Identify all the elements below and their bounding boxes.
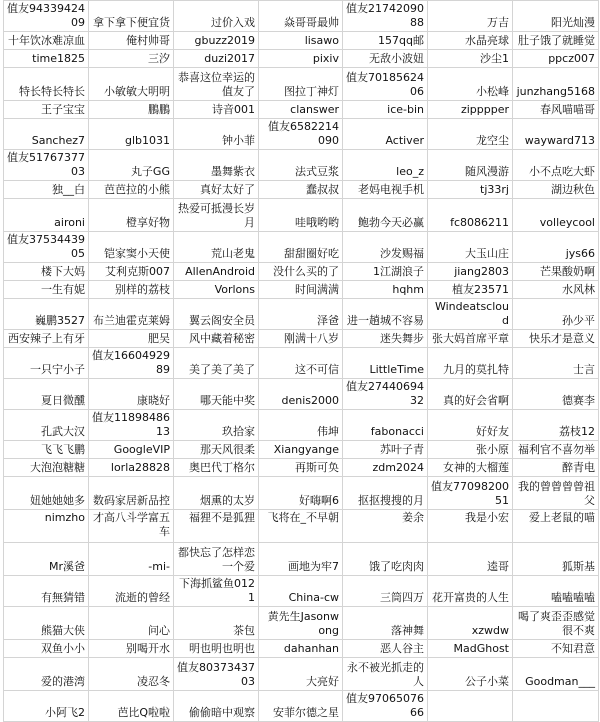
- table-cell: Windeatscloud: [428, 299, 513, 330]
- table-cell: 伟坤: [259, 410, 343, 441]
- table-cell: volleycool: [513, 199, 599, 232]
- table-cell: 刚满十八岁: [259, 330, 343, 348]
- table-cell: MadGhost: [428, 640, 513, 658]
- table-cell: 大亮好: [259, 658, 343, 691]
- table-cell: 孔武大汉: [4, 410, 89, 441]
- table-cell: 热爱可抵漫长岁月: [174, 199, 259, 232]
- table-cell: 九月的莫扎特: [428, 348, 513, 379]
- table-cell: Activer: [343, 119, 428, 150]
- table-cell: 沙发赐福: [343, 232, 428, 263]
- table-cell: 醉青电: [513, 459, 599, 477]
- table-cell: 值友9706507666: [343, 691, 428, 722]
- table-row: [4, 691, 599, 722]
- table-cell: 荒山老鬼: [174, 232, 259, 263]
- table-row: [4, 477, 599, 510]
- table-cell: 值友7018562406: [343, 68, 428, 101]
- table-row: [4, 281, 599, 299]
- table-cell: China-cw: [259, 576, 343, 607]
- table-cell: junzhang5168: [513, 68, 599, 101]
- table-row: [4, 68, 599, 101]
- table-cell: 茶包: [174, 607, 259, 640]
- table-cell: 水晶亮球: [428, 32, 513, 50]
- table-cell: 大泡泡糖糖: [4, 459, 89, 477]
- table-cell: 荔枝12: [513, 410, 599, 441]
- table-cell: 王子宝宝: [4, 101, 89, 119]
- table-row: [4, 150, 599, 181]
- table-cell: 爱的港湾: [4, 658, 89, 691]
- table-row: [4, 199, 599, 232]
- table-cell: 蠢叔叔: [259, 181, 343, 199]
- table-cell: glb1031: [89, 119, 174, 150]
- table-cell: [513, 691, 599, 722]
- table-cell: 恭喜这位幸运的值友了: [174, 68, 259, 101]
- table-cell: 双鱼小小: [4, 640, 89, 658]
- table-cell: ice-bin: [343, 101, 428, 119]
- table-cell: 三筒四万: [343, 576, 428, 607]
- table-cell: 随风漫游: [428, 150, 513, 181]
- table-cell: 小阿飞2: [4, 691, 89, 722]
- table-cell: 特长特长特长: [4, 68, 89, 101]
- table-row: [4, 510, 599, 543]
- table-cell: 无敌小波妞: [343, 50, 428, 68]
- table-cell: zdm2024: [343, 459, 428, 477]
- table-row: [4, 410, 599, 441]
- table-cell: 俺村帅哥: [89, 32, 174, 50]
- table-cell: leo_z: [343, 150, 428, 181]
- table-cell: 永不被光抓走的人: [343, 658, 428, 691]
- table-cell: 157qq邮: [343, 32, 428, 50]
- table-cell: -mi-: [89, 543, 174, 576]
- table-cell: 夏日微醺: [4, 379, 89, 410]
- table-cell: Vorlons: [174, 281, 259, 299]
- table-cell: 问心: [89, 607, 174, 640]
- table-cell: 好好友: [428, 410, 513, 441]
- table-cell: 鲍勃今天必赢: [343, 199, 428, 232]
- table-cell: 喝了爽歪歪感觉很不爽: [513, 607, 599, 640]
- table-cell: gbuzz2019: [174, 32, 259, 50]
- table-cell: 老妈电视手机: [343, 181, 428, 199]
- table-cell: 黄先生Jasonwong: [259, 607, 343, 640]
- table-cell: 值友9433942409: [4, 1, 89, 32]
- table-row: [4, 263, 599, 281]
- table-cell: 进一趟城不容易: [343, 299, 428, 330]
- table-cell: jiang2803: [428, 263, 513, 281]
- table-cell: GoogleVIP: [89, 441, 174, 459]
- table-cell: 龙空尘: [428, 119, 513, 150]
- table-cell: time1825: [4, 50, 89, 68]
- table-cell: 三汐: [89, 50, 174, 68]
- table-cell: 小松峰: [428, 68, 513, 101]
- table-cell: aironi: [4, 199, 89, 232]
- table-cell: 士言: [513, 348, 599, 379]
- table-cell: 数码家居新品控: [89, 477, 174, 510]
- table-cell: 墨舞紫衣: [174, 150, 259, 181]
- table-cell: LittleTime: [343, 348, 428, 379]
- table-cell: 一只宁小子: [4, 348, 89, 379]
- table-row: [4, 348, 599, 379]
- table-cell: 万吉: [428, 1, 513, 32]
- table-cell: Sanchez7: [4, 119, 89, 150]
- table-cell: 明也明也明也: [174, 640, 259, 658]
- table-cell: AllenAndroid: [174, 263, 259, 281]
- table-cell: 小不点吃大虾: [513, 150, 599, 181]
- table-cell: [428, 691, 513, 722]
- table-cell: 植友23571: [428, 281, 513, 299]
- table-row: [4, 299, 599, 330]
- table-cell: 我是小宏: [428, 510, 513, 543]
- table-cell: 玖拾家: [174, 410, 259, 441]
- table-cell: Mr溪爸: [4, 543, 89, 576]
- table-row: [4, 379, 599, 410]
- table-cell: 快乐才是意义: [513, 330, 599, 348]
- table-cell: 独__白: [4, 181, 89, 199]
- table-cell: dahanhan: [259, 640, 343, 658]
- table-row: [4, 459, 599, 477]
- table-cell: 苏叶子青: [343, 441, 428, 459]
- table-cell: 值友8037343703: [174, 658, 259, 691]
- table-cell: 画地为牢7: [259, 543, 343, 576]
- table-cell: 飞飞飞鹏: [4, 441, 89, 459]
- table-row: [4, 640, 599, 658]
- table-cell: 翼云阁安全员: [174, 299, 259, 330]
- table-cell: 奥巴代丁格尔: [174, 459, 259, 477]
- table-cell: 偷偷暗中观察: [174, 691, 259, 722]
- table-cell: 嗑嗑嗑嗑: [513, 576, 599, 607]
- table-cell: tj33rj: [428, 181, 513, 199]
- table-cell: 值友2174209088: [343, 1, 428, 32]
- table-cell: lorla28828: [89, 459, 174, 477]
- table-cell: 女神的大榴莲: [428, 459, 513, 477]
- table-cell: fabonacci: [343, 410, 428, 441]
- table-cell: 妞她她她多: [4, 477, 89, 510]
- table-cell: 湖边秋色: [513, 181, 599, 199]
- table-cell: xzwdw: [428, 607, 513, 640]
- table-cell: 德赛李: [513, 379, 599, 410]
- table-cell: 别喝开水: [89, 640, 174, 658]
- table-cell: 有無猜错: [4, 576, 89, 607]
- table-cell: 张大妈首席平章: [428, 330, 513, 348]
- table-cell: 布兰迪霍克莱姆: [89, 299, 174, 330]
- table-cell: 那天风很柔: [174, 441, 259, 459]
- table-cell: 风中藏着秘密: [174, 330, 259, 348]
- table-cell: 小敏敏大明明: [89, 68, 174, 101]
- table-cell: 橙享好物: [89, 199, 174, 232]
- table-cell: 这不可信: [259, 348, 343, 379]
- table-cell: clanswer: [259, 101, 343, 119]
- table-cell: 飞将在_不早朝: [259, 510, 343, 543]
- table-cell: 春风喵喵哥: [513, 101, 599, 119]
- table-cell: 值友2744069432: [343, 379, 428, 410]
- table-cell: 安菲尔德之星: [259, 691, 343, 722]
- table-cell: 康晓好: [89, 379, 174, 410]
- username-table-body: [4, 1, 599, 722]
- table-cell: duzi2017: [174, 50, 259, 68]
- table-cell: 芒果酸奶啊: [513, 263, 599, 281]
- table-cell: 流逝的曾经: [89, 576, 174, 607]
- table-cell: 焱哥哥最帅: [259, 1, 343, 32]
- table-cell: jys66: [513, 232, 599, 263]
- table-cell: hqhm: [343, 281, 428, 299]
- table-cell: 西安辣子上有牙: [4, 330, 89, 348]
- table-cell: 值友1660492989: [89, 348, 174, 379]
- table-row: [4, 181, 599, 199]
- table-row: [4, 119, 599, 150]
- table-cell: wayward713: [513, 119, 599, 150]
- table-cell: nimzho: [4, 510, 89, 543]
- table-cell: 才高八斗学富五车: [89, 510, 174, 543]
- table-cell: 十年饮冰难凉血: [4, 32, 89, 50]
- table-cell: 拿下拿下便宜货: [89, 1, 174, 32]
- table-cell: 没什么买的了: [259, 263, 343, 281]
- table-cell: 1江湖浪子: [343, 263, 428, 281]
- table-cell: 好嗨啊6: [259, 477, 343, 510]
- table-cell: 熊猫大侠: [4, 607, 89, 640]
- table-row: [4, 543, 599, 576]
- table-cell: 孙少平: [513, 299, 599, 330]
- table-cell: 值友6582214090: [259, 119, 343, 150]
- table-cell: ppcz007: [513, 50, 599, 68]
- table-cell: 芭芭拉的小熊: [89, 181, 174, 199]
- table-row: [4, 330, 599, 348]
- table-cell: 芭比Q啦啦: [89, 691, 174, 722]
- table-cell: 甜甜圈好吃: [259, 232, 343, 263]
- table-cell: 艾利克斯007: [89, 263, 174, 281]
- table-cell: 沙尘1: [428, 50, 513, 68]
- table-row: [4, 50, 599, 68]
- table-cell: 值友7709820051: [428, 477, 513, 510]
- table-cell: 诗音001: [174, 101, 259, 119]
- table-cell: 法式豆浆: [259, 150, 343, 181]
- table-cell: 哪天能中奖: [174, 379, 259, 410]
- table-cell: denis2000: [259, 379, 343, 410]
- table-cell: Xiangyange: [259, 441, 343, 459]
- table-cell: 水风林: [513, 281, 599, 299]
- table-cell: 阳光灿漫: [513, 1, 599, 32]
- table-row: [4, 101, 599, 119]
- table-row: [4, 232, 599, 263]
- table-row: [4, 607, 599, 640]
- table-cell: 福狸不是狐狸: [174, 510, 259, 543]
- table-cell: 哇哦哟哟: [259, 199, 343, 232]
- table-cell: 我的曾曾曾曾祖父: [513, 477, 599, 510]
- table-cell: 饿了吃肉肉: [343, 543, 428, 576]
- table-cell: 图拉丁神灯: [259, 68, 343, 101]
- table-cell: 楼下大妈: [4, 263, 89, 281]
- table-cell: 过价入戏: [174, 1, 259, 32]
- table-cell: 福利官不喜勿举: [513, 441, 599, 459]
- table-cell: 花开富贵的人生: [428, 576, 513, 607]
- table-cell: zipppper: [428, 101, 513, 119]
- table-cell: 恶人谷主: [343, 640, 428, 658]
- table-cell: 真的好会省啊: [428, 379, 513, 410]
- table-cell: 肥吴: [89, 330, 174, 348]
- table-cell: 肚子饿了就睡觉: [513, 32, 599, 50]
- table-cell: 值友5176737703: [4, 150, 89, 181]
- table-cell: 抠抠搜搜的月: [343, 477, 428, 510]
- table-cell: 姜余: [343, 510, 428, 543]
- table-cell: fc8086211: [428, 199, 513, 232]
- table-cell: pixiv: [259, 50, 343, 68]
- table-cell: 爱上老鼠的喵: [513, 510, 599, 543]
- table-cell: 一生有妮: [4, 281, 89, 299]
- table-row: [4, 658, 599, 691]
- table-row: [4, 1, 599, 32]
- table-cell: 狐斯基: [513, 543, 599, 576]
- table-cell: 钟小菲: [174, 119, 259, 150]
- table-cell: 丸子GG: [89, 150, 174, 181]
- table-cell: 下海抓鲨鱼0121: [174, 576, 259, 607]
- table-row: [4, 576, 599, 607]
- table-cell: 鵬鵬: [89, 101, 174, 119]
- table-cell: 别样的荔枝: [89, 281, 174, 299]
- table-cell: 公子小菜: [428, 658, 513, 691]
- table-cell: 不知君意: [513, 640, 599, 658]
- table-cell: 张小原: [428, 441, 513, 459]
- table-cell: 大玉山庄: [428, 232, 513, 263]
- table-cell: Goodman___: [513, 658, 599, 691]
- table-cell: 迷失舞步: [343, 330, 428, 348]
- table-cell: 逵哥: [428, 543, 513, 576]
- table-cell: 烟熏的太岁: [174, 477, 259, 510]
- table-cell: 铠家窦小天使: [89, 232, 174, 263]
- table-cell: 值友1189848613: [89, 410, 174, 441]
- table-cell: 巍鹏3527: [4, 299, 89, 330]
- username-table: [3, 0, 599, 722]
- table-cell: 凌忍冬: [89, 658, 174, 691]
- table-cell: 真好太好了: [174, 181, 259, 199]
- table-cell: 时间满满: [259, 281, 343, 299]
- table-cell: 落神舞: [343, 607, 428, 640]
- table-cell: 美了美了美了: [174, 348, 259, 379]
- table-cell: 再斯可奂: [259, 459, 343, 477]
- table-row: [4, 32, 599, 50]
- table-cell: 值友3753443905: [4, 232, 89, 263]
- table-cell: 泽爸: [259, 299, 343, 330]
- table-cell: lisawo: [259, 32, 343, 50]
- table-cell: 都快忘了怎样恋一个爱: [174, 543, 259, 576]
- table-row: [4, 441, 599, 459]
